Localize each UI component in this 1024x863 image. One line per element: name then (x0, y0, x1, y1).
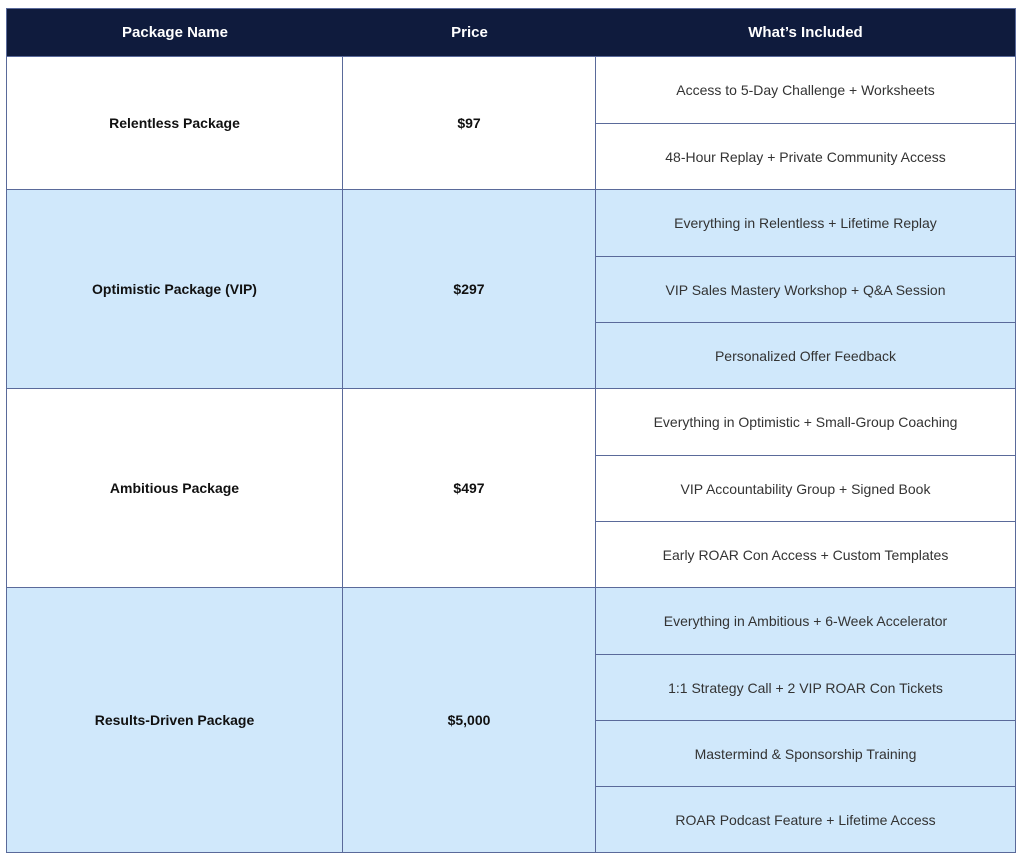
feature-item: Everything in Ambitious + 6-Week Accelerator (663, 613, 948, 629)
package-name: Relentless Package (7, 57, 343, 189)
feature-item: Personalized Offer Feedback (596, 322, 1015, 388)
packages-table (6, 8, 1016, 853)
feature-item: Everything in Relentless + Lifetime Replay (674, 215, 937, 231)
package-features (596, 190, 1015, 388)
feature-item: Everything in Optimistic + Small-Group Coaching (653, 414, 958, 430)
package-price: $297 (343, 190, 596, 388)
header-whats-included: What’s Included (748, 24, 863, 41)
table-header (7, 9, 1015, 56)
header-package-name: Package Name (122, 24, 228, 41)
package-name: Ambitious Package (7, 389, 343, 587)
package-name: Optimistic Package (VIP) (7, 190, 343, 388)
feature-item: VIP Accountability Group + Signed Book (596, 455, 1015, 521)
feature-item: VIP Sales Mastery Workshop + Q&A Session (596, 256, 1015, 322)
package-price: $97 (343, 57, 596, 189)
feature-item: Access to 5-Day Challenge + Worksheets (676, 82, 935, 98)
feature-item: Early ROAR Con Access + Custom Templates (596, 521, 1015, 587)
package-features (596, 588, 1015, 852)
header-price: Price (451, 24, 488, 41)
package-row-optimistic (7, 189, 1015, 388)
feature-item: 1:1 Strategy Call + 2 VIP ROAR Con Tickets (596, 654, 1015, 720)
package-row-relentless (7, 56, 1015, 189)
feature-item: 48-Hour Replay + Private Community Access (596, 123, 1015, 189)
package-row-results-driven (7, 587, 1015, 852)
package-row-ambitious (7, 388, 1015, 587)
package-price: $5,000 (343, 588, 596, 852)
package-features (596, 57, 1015, 189)
package-price: $497 (343, 389, 596, 587)
feature-item: Mastermind & Sponsorship Training (596, 720, 1015, 786)
feature-item: ROAR Podcast Feature + Lifetime Access (596, 786, 1015, 852)
package-features (596, 389, 1015, 587)
package-name: Results-Driven Package (7, 588, 343, 852)
